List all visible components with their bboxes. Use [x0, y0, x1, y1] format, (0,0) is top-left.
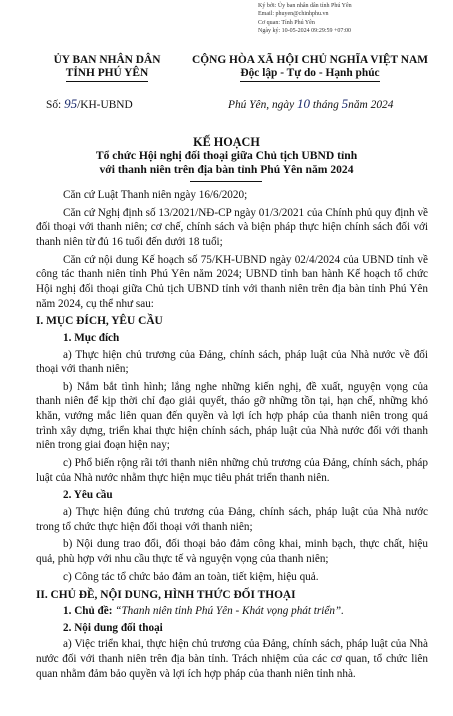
- signature-signer: Ký bởi: Ủy ban nhân dân tỉnh Phú Yên: [258, 3, 352, 9]
- document-date: [228, 96, 393, 112]
- document-number: [46, 96, 133, 112]
- purpose-b: b) Nắm bắt tình hình; lắng nghe những kiến nghị, đề xuất, nguyện vọng của thanh niên để kịp thời chỉ đạo giải quyết, tháo gỡ những tồn tại, hạn chế, những khó khăn, vướng mắc liên quan đến quyền và lợi ích hợp pháp của thanh niên trong quá trình xây dựng, triển khai thực hiện chính sách, pháp luật của Nhà nước đối với thanh niên trong giai đoạn hiện nay;: [36, 380, 428, 452]
- document-title-line2: với thanh niên trên địa bàn tỉnh Phú Yên năm 2024: [99, 163, 354, 176]
- document-type: KẾ HOẠCH: [193, 135, 260, 149]
- requirement-a: a) Thực hiện đúng chủ trương của Đảng, chính sách, pháp luật của Nhà nước trong tổ chức thực hiện đối thoại với thanh niên;: [36, 506, 428, 533]
- basis-paragraph-3: Căn cứ nội dung Kế hoạch số 75/KH-UBND ngày 02/4/2024 của UBND tỉnh về công tác thanh niên tỉnh Phú Yên năm 2024; UBND tỉnh ban hành Kế hoạch tổ chức Hội nghị đối thoại giữa Chủ tịch UBND tỉnh với thanh niên trên địa bàn tỉnh Phú Yên năm 2024, cụ thể như sau:: [36, 253, 428, 310]
- subsection-heading-theme: [36, 604, 428, 619]
- signature-email: Email: phuyen@chinhphu.vn: [258, 11, 329, 18]
- agency-name-line2: TỈNH PHÚ YÊN: [66, 67, 148, 82]
- requirement-c: c) Công tác tổ chức bảo đảm an toàn, tiết kiệm, hiệu quả.: [63, 570, 319, 583]
- purpose-a: a) Thực hiện chủ trương của Đảng, chính sách, pháp luật của Nhà nước về đối thoại với thanh niên;: [36, 348, 428, 376]
- date-year: năm 2024: [348, 99, 394, 111]
- nation-name: CỘNG HÒA XÃ HỘI CHỦ NGHĨA VIỆT NAM: [192, 54, 428, 66]
- digital-signature-stamp: [258, 2, 352, 36]
- section-heading-II: II. CHỦ ĐỀ, NỘI DUNG, HÌNH THỨC ĐỐI THOẠI: [36, 588, 296, 601]
- content-a: a) Việc triển khai, thực hiện chủ trương của Đảng, chính sách, pháp luật của Nhà nước đối với thanh niên trên địa bàn tỉnh. Trách nhiệm của các cơ quan, tổ chức liên quan nhằm đảm bảo quyền và lợi ích hợp pháp của thanh niên tỉnh nhà.: [36, 638, 428, 680]
- date-month-handwritten: 5: [341, 96, 349, 111]
- subsection-heading-content: 2. Nội dung đối thoại: [63, 621, 163, 634]
- number-suffix: /KH-UBND: [77, 99, 133, 111]
- signature-date: Ngày ký: 10-05-2024 09:29:59 +07:00: [258, 28, 352, 35]
- number-handwritten: 95: [64, 96, 78, 111]
- subsection-heading-purpose: 1. Mục đích: [63, 331, 120, 344]
- section-heading-I: I. MỤC ĐÍCH, YÊU CẦU: [36, 315, 163, 328]
- subsection-heading-requirements: 2. Yêu cầu: [63, 489, 113, 502]
- basis-paragraph-2: Căn cứ Nghị định số 13/2021/NĐ-CP ngày 01/3/2021 của Chính phủ quy định về đối thoại với thanh niên; cơ chế, chính sách và biện pháp thực hiện chính sách đối với thanh niên từ đủ 16 tuổi đến dưới 18 tuổi;: [36, 206, 428, 248]
- theme-value: “Thanh niên tỉnh Phú Yên - Khát vọng phát triển”.: [115, 605, 344, 618]
- agency-name-line1: ỦY BAN NHÂN DÂN: [53, 54, 161, 66]
- requirement-b: b) Nội dung trao đổi, đối thoại bảo đảm công khai, minh bạch, thực chất, hiệu quả, phù hợp với nhu cầu thực tế và nguyện vọng của thanh niên;: [36, 538, 428, 565]
- number-prefix: Số:: [46, 99, 62, 111]
- title-underline: [190, 181, 262, 182]
- issuing-agency: [42, 54, 172, 82]
- date-month-label: tháng: [312, 99, 339, 111]
- signature-agency: Cơ quan: Tỉnh Phú Yên: [258, 19, 315, 26]
- date-prefix: Phú Yên, ngày: [228, 99, 295, 111]
- date-day-handwritten: 10: [296, 96, 310, 111]
- theme-label: 1. Chủ đề:: [63, 605, 113, 618]
- nation-motto: Độc lập - Tự do - Hạnh phúc: [240, 67, 379, 82]
- purpose-c: c) Phổ biến rộng rãi tới thanh niên những chủ trương của Đảng, chính sách, pháp luật của Nhà nước nhằm thực hiện mục tiêu phát triển thanh niên.: [36, 457, 428, 484]
- basis-paragraph-1: Căn cứ Luật Thanh niên ngày 16/6/2020;: [63, 189, 248, 201]
- national-motto: [170, 54, 450, 82]
- document-title-line1: Tổ chức Hội nghị đối thoại giữa Chủ tịch UBND tỉnh: [95, 149, 358, 162]
- document-body: [36, 188, 428, 684]
